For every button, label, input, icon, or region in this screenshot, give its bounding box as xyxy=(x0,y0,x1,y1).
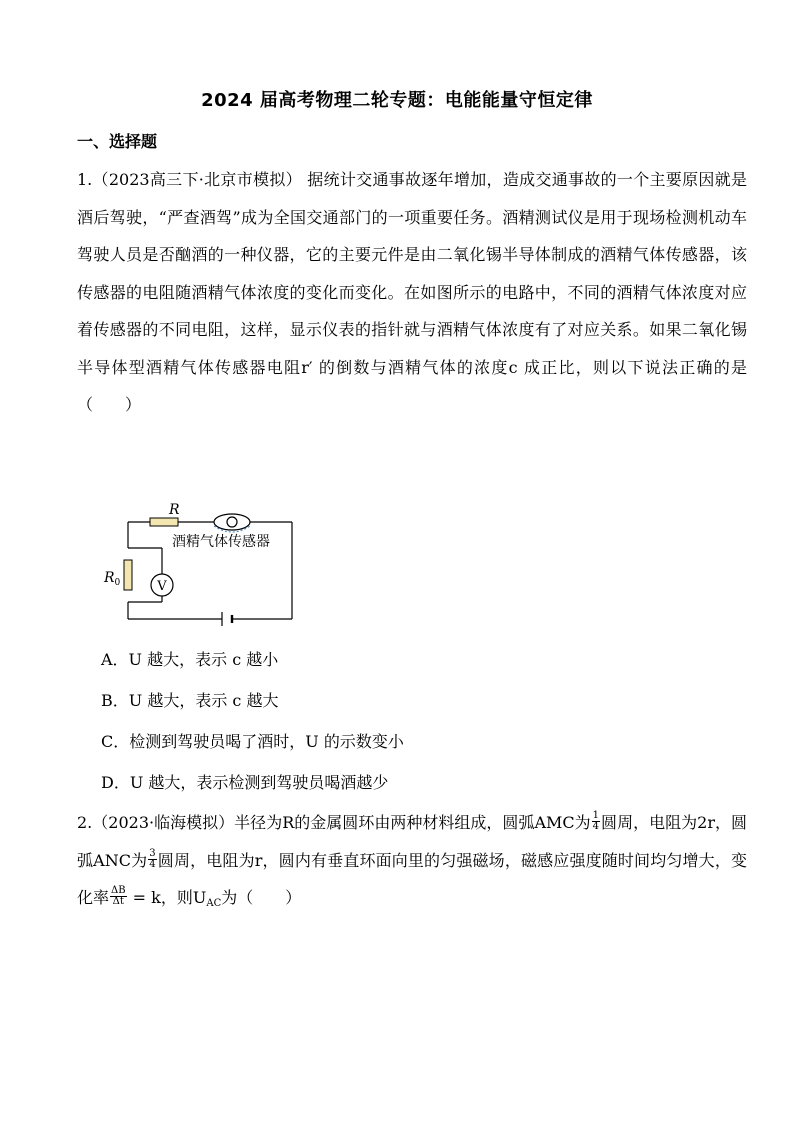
subscript-ac: AC xyxy=(206,898,222,909)
option-d: D．U 越大，表示检测到驾驶员喝酒越少 xyxy=(101,773,389,792)
resistor-r xyxy=(150,518,178,526)
circuit-diagram xyxy=(100,496,300,626)
label-sensor: 酒精气体传感器 xyxy=(172,534,270,550)
question-2-text-1: 半径为R的金属圆环由两种材料组成，圆弧AMC为 xyxy=(234,813,591,832)
fraction-three-quarters: $\frac{3}{4}$ xyxy=(149,847,156,870)
resistor-r0 xyxy=(124,560,132,590)
section-title: 一、选择题 xyxy=(77,132,158,151)
label-r0: $R_0$ xyxy=(104,570,121,588)
option-b: B．U 越大，表示 c 越大 xyxy=(101,691,279,710)
question-2-text-3: 圆周，电阻为r，圆内有垂直环面向里的匀强磁场，磁感应强度随时间均匀增大，变化率 xyxy=(77,850,747,907)
question-1-text: 据统计交通事故逐年增加，造成交通事故的一个主要原因就是酒后驾驶，“严查酒驾”成为全国交通部门的一项重要任务。酒精测试仪是用于现场检测机动车驾驶人员是否酗酒的一种仪器，它的主要元件是由二氧化锡半导体制成的酒精气体传感器，该传感器的电阻随酒精气体浓度的变化而变化。在如图所示的电路中，不同的酒精气体浓度对应着传感器的不同电阻，这样，显示仪表的指针就与酒精气体浓度有了对应关系。如果二氧化锡半导体型酒精气体传感器电阻r′ 的倒数与酒精气体的浓度c 成正比，则以下说法正确的是（ ） xyxy=(77,170,747,414)
label-voltmeter: V xyxy=(157,579,167,594)
question-1 xyxy=(77,161,747,424)
question-2-text-4: = k，则U xyxy=(127,888,207,907)
fraction-rate: $\frac{\Delta B}{\Delta t}$ xyxy=(111,885,126,907)
question-2-text-5: 为（ ） xyxy=(221,888,302,907)
question-2-source: （2023·临海模拟） xyxy=(92,813,235,832)
question-1-number: 1. xyxy=(77,170,93,189)
battery-icon xyxy=(222,612,232,626)
fraction-quarter: $\frac{1}{4}$ xyxy=(592,810,600,832)
option-a: A．U 越大，表示 c 越小 xyxy=(101,650,279,669)
label-r: R xyxy=(169,502,180,518)
question-1-source: （2023高三下·北京市模拟） xyxy=(92,170,302,189)
question-2 xyxy=(77,804,747,923)
question-2-number: 2. xyxy=(77,813,93,832)
question-2-text-2: 圆周，电阻为2r，圆弧ANC为 xyxy=(77,813,747,870)
page-title: 2024 届高考物理二轮专题：电能能量守恒定律 xyxy=(201,90,593,111)
option-c: C．检测到驾驶员喝了酒时，U 的示数变小 xyxy=(101,732,404,751)
